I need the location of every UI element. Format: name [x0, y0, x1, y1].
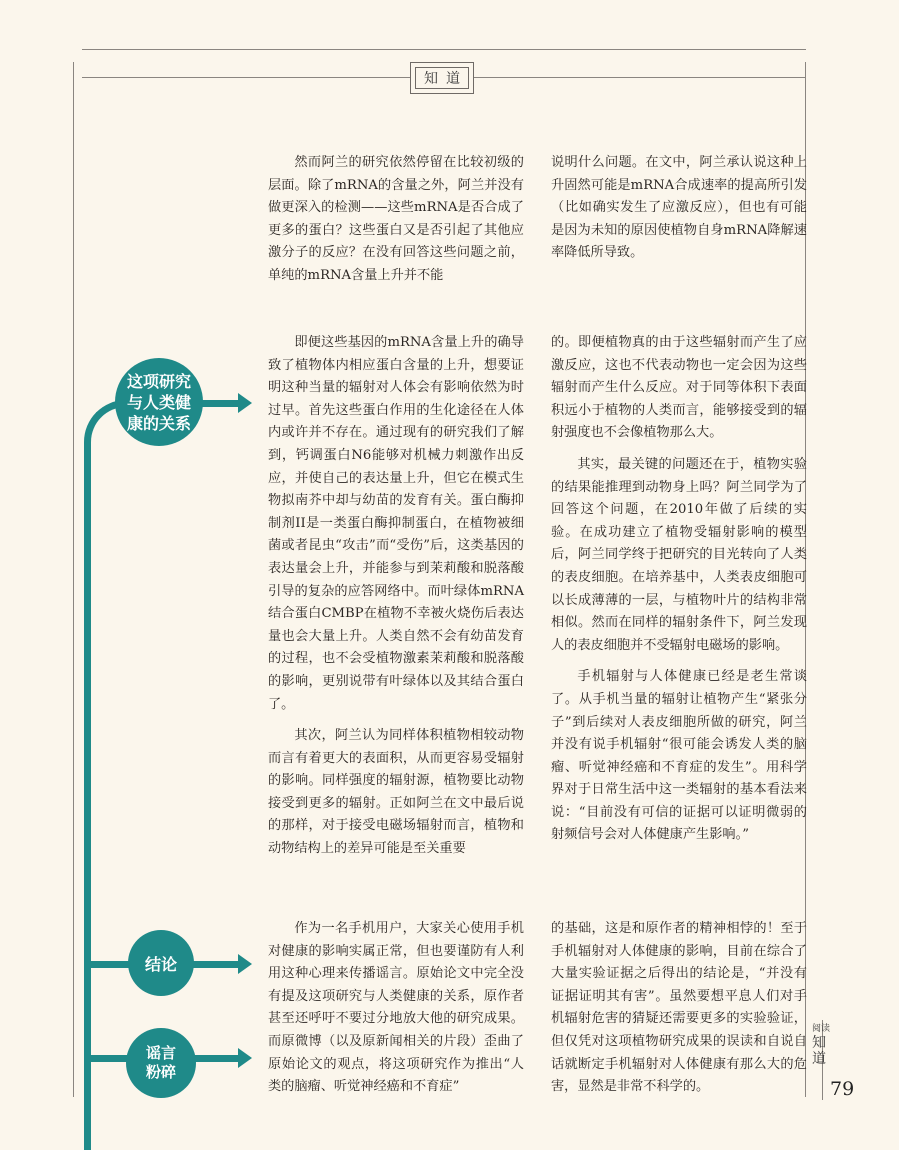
paragraph: 说明什么问题。在文中，阿兰承认说这种上升固然可能是mRNA合成速率的提高所引发（比如确实发生了应激反应），但也有可能是因为未知的原因使植物自身mRNA降解速率降低所导致。	[551, 155, 807, 261]
page-number: 79	[830, 1078, 855, 1100]
arrow-conclusion-icon	[238, 954, 252, 974]
arrow-rumor-icon	[238, 1048, 252, 1068]
header-title: 知道	[415, 67, 469, 89]
node-relation-label: 这项研究与人类健康的关系	[126, 371, 191, 433]
arrow-relation-icon	[238, 393, 252, 413]
paragraph: 即便这些基因的mRNA含量上升的确导致了植物体内相应蛋白含量的上升，想要证明这种当量的辐射对人体会有影响依然为时过早。首先这些蛋白作用的生化途径在人体内或许并不存在。通过现有的研究我们了解到，钙调蛋白N6能够对机械力刺激作出反应，并使自己的表达量上升，但它在模式生物拟南芥中却与幼苗的发育有关。蛋白酶抑制剂II是一类蛋白酶抑制蛋白，在植物被细菌或者昆虫“攻击”而“受伤”后，这类基因的表达量会上升，并能参与到茉莉酸和脱落酸引导的复杂的应答网络中。而叶绿体mRNA结合蛋白CMBP在植物不幸被火烧伤后表达量也会大量上升。人类自然不会有幼苗发育的过程，也不会受植物激素茉莉酸和脱落酸的影响，更别说带有叶绿体以及其结合蛋白了。	[268, 335, 524, 712]
section3-left-column	[268, 918, 524, 1108]
paragraph: 的基础，这是和原作者的精神相悖的！至于手机辐射对人体健康的影响，目前在综合了大量实验证据之后得出的结论是，“并没有证据证明其有害”。虽然要想平息人们对手机辐射危害的猜疑还需要更多的实验验证，但仅凭对这项植物研究成果的误读和自说自话就断定手机辐射对人体健康有那么大的危害，显然是非常不科学的。	[551, 921, 807, 1095]
node-rumor	[126, 1028, 196, 1098]
tree-trunk	[84, 440, 91, 1150]
section3-right-column	[551, 918, 807, 1108]
node-conclusion	[128, 930, 194, 996]
node-relation	[115, 358, 203, 446]
paragraph: 然而阿兰的研究依然停留在比较初级的层面。除了mRNA的含量之外，阿兰并没有做更深入的检测——这些mRNA是否合成了更多的蛋白？这些蛋白又是否引起了其他应激分子的反应？在没有回答这些问题之前，单纯的mRNA含量上升并不能	[268, 155, 524, 283]
node-rumor-label: 谣言粉碎	[145, 1044, 176, 1081]
node-conclusion-label: 结论	[144, 954, 177, 974]
magazine-name	[812, 1024, 832, 1067]
magazine-name-small: 阅读	[812, 1024, 831, 1034]
paragraph: 作为一名手机用户，大家关心使用手机对健康的影响实属正常，但也要谨防有人利用这种心理来传播谣言。原始论文中完全没有提及这项研究与人类健康的关系，原作者甚至还呼吁不要过分地放大他的研究成果。而原微博（以及原新闻相关的片段）歪曲了原始论文的观点，将这项研究作为推出“人类的脑瘤、听觉神经癌和不育症”	[268, 921, 524, 1095]
paragraph: 其次，阿兰认为同样体积植物相较动物而言有着更大的表面积，从而更容易受辐射的影响。同样强度的辐射源，植物要比动物接受到更多的辐射。正如阿兰在文中最后说的那样，对于接受电磁场辐射而言，植物和动物结构上的差异可能是至关重要	[268, 728, 524, 857]
paragraph: 的。即便植物真的由于这些辐射而产生了应激反应，这也不代表动物也一定会因为这些辐射而产生什么反应。对于同等体积下表面积远小于植物的人类而言，能够接受到的辐射强度也不会像植物那么大。	[551, 335, 807, 441]
section1-right-column	[551, 152, 807, 274]
header-emblem	[410, 62, 474, 94]
paragraph: 手机辐射与人体健康已经是老生常谈了。从手机当量的辐射让植物产生“紧张分子”到后续对人表皮细胞所做的研究，阿兰并没有说手机辐射“很可能会诱发人类的脑瘤、听觉神经癌和不育症的发生”。用科学界对于日常生活中这一类辐射的基本看法来说：“目前没有可信的证据可以证明微弱的射频信号会对人体健康产生影响。”	[551, 669, 807, 843]
section1-left-column	[268, 152, 524, 297]
magazine-name-big: 知道	[812, 1035, 826, 1067]
section2-left-column	[268, 332, 524, 870]
paragraph: 其实，最关键的问题还在于，植物实验的结果能推理到动物身上吗？阿兰同学为了回答这个问题，在2010年做了后续的实验。在成功建立了植物受辐射影响的模型后，阿兰同学终于把研究的目光转向了人类的表皮细胞。在培养基中，人类表皮细胞可以长成薄薄的一层，与植物叶片的结构非常相似。然而在同样的辐射条件下，阿兰发现人的表皮细胞并不受辐射电磁场的影响。	[551, 456, 807, 653]
section2-right-column	[551, 332, 807, 856]
